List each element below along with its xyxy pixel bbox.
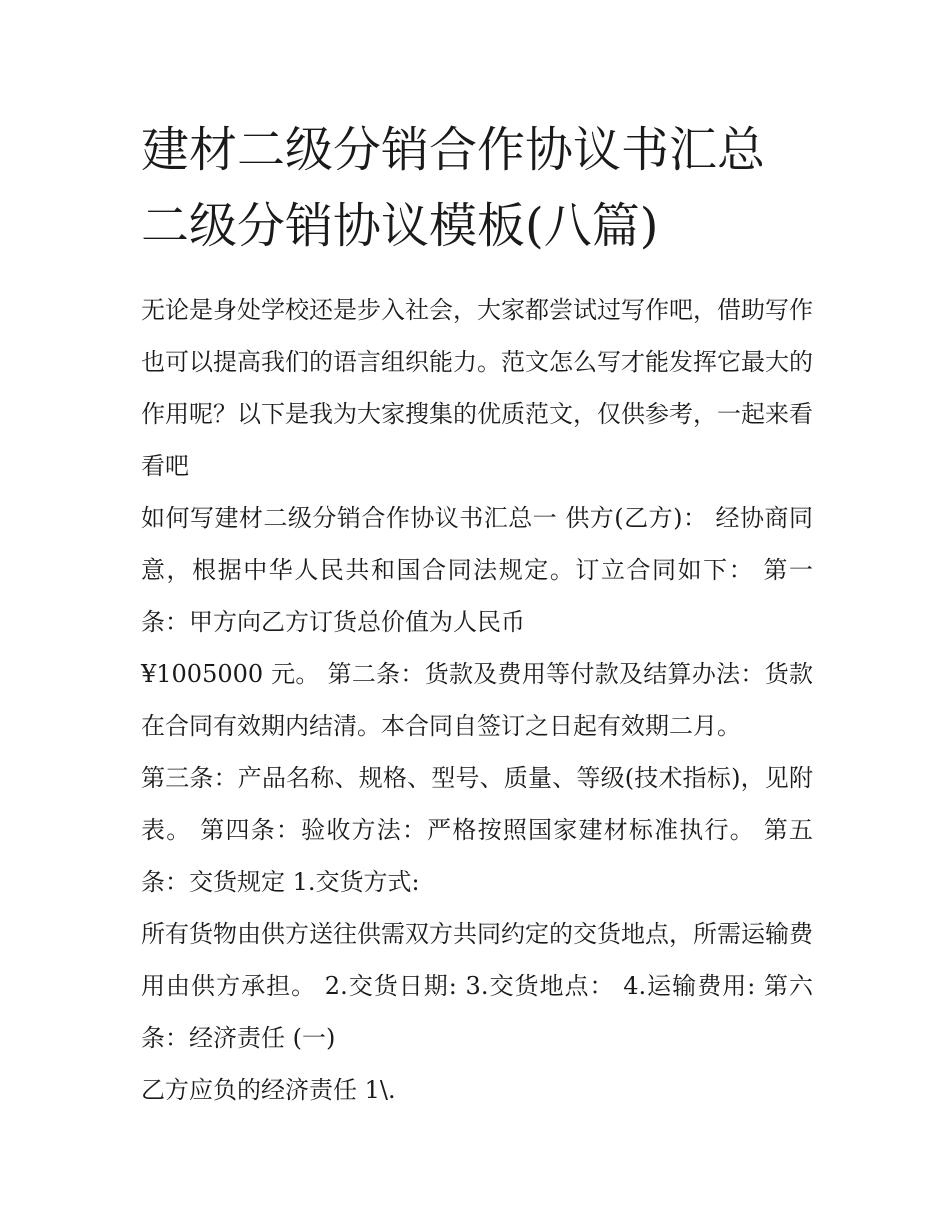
paragraph-agreement-opening: 如何写建材二级分销合作协议书汇总一 供方(乙方)： 经协商同意，根据中华人民共和国合同法规定。订立合同如下： 第一条：甲方向乙方订货总价值为人民币 — [141, 504, 813, 636]
paragraph-liability: 乙方应负的经济责任 1\. — [141, 1076, 396, 1104]
paragraph-delivery-terms: 所有货物由供方送往供需双方共同约定的交货地点，所需运输费用由供方承担。 2.交货日期: 3.交货地点： 4.运输费用: 第六条：经济责任 (一) — [141, 920, 813, 1052]
paragraph-intro: 无论是身处学校还是步入社会，大家都尝试过写作吧，借助写作也可以提高我们的语言组织能力。范文怎么写才能发挥它最大的作用呢？以下是我为大家搜集的优质范文，仅供参考，一起来看看吧 — [141, 296, 813, 480]
document-page — [141, 112, 813, 1116]
document-title: 建材二级分销合作协议书汇总 二级分销协议模板(八篇) — [141, 122, 766, 254]
document-body — [141, 284, 813, 1116]
paragraph-payment-terms: ¥1005000 元。 第二条：货款及费用等付款及结算办法：货款在合同有效期内结清。本合同自签订之日起有效期二月。 — [141, 660, 813, 740]
paragraph-product-specs: 第三条：产品名称、规格、型号、质量、等级(技术指标)，见附表。 第四条：验收方法：严格按照国家建材标准执行。 第五条：交货规定 1.交货方式: — [141, 764, 813, 896]
